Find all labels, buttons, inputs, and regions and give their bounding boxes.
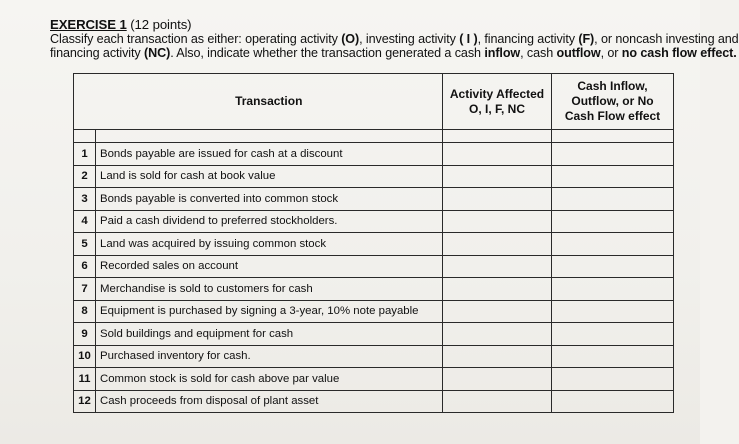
activity-affected-cell[interactable] — [443, 390, 552, 413]
transaction-description: Merchandise is sold to customers for cash — [96, 278, 443, 301]
transaction-description: Recorded sales on account — [96, 255, 443, 278]
activity-affected-cell[interactable] — [443, 300, 552, 323]
table-row — [74, 345, 674, 368]
row-number: 9 — [74, 323, 96, 346]
transaction-description: Paid a cash dividend to preferred stockholders. — [96, 210, 443, 233]
transaction-description: Equipment is purchased by signing a 3-year, 10% note payable — [96, 300, 443, 323]
row-number: 11 — [74, 368, 96, 391]
row-number: 7 — [74, 278, 96, 301]
activity-affected-cell[interactable] — [443, 143, 552, 166]
transaction-description: Cash proceeds from disposal of plant asset — [96, 390, 443, 413]
activity-affected-cell[interactable] — [443, 233, 552, 256]
header-number — [74, 74, 96, 130]
transactions-table — [73, 73, 674, 413]
transaction-description: Bonds payable are issued for cash at a discount — [96, 143, 443, 166]
cash-flow-effect-cell[interactable] — [552, 278, 674, 301]
activity-affected-cell[interactable] — [443, 345, 552, 368]
cash-flow-effect-cell[interactable] — [552, 165, 674, 188]
exercise-header — [50, 17, 739, 60]
table-header-row — [74, 74, 674, 130]
table-row — [74, 233, 674, 256]
transaction-description: Sold buildings and equipment for cash — [96, 323, 443, 346]
exercise-points: (12 points) — [126, 17, 192, 32]
cash-flow-effect-cell[interactable] — [552, 300, 674, 323]
cash-flow-effect-cell[interactable] — [552, 188, 674, 211]
row-number: 2 — [74, 165, 96, 188]
table-row — [74, 300, 674, 323]
cash-flow-effect-cell[interactable] — [552, 210, 674, 233]
transaction-description: Common stock is sold for cash above par value — [96, 368, 443, 391]
row-number: 5 — [74, 233, 96, 256]
table-row — [74, 368, 674, 391]
transaction-description: Land is sold for cash at book value — [96, 165, 443, 188]
activity-affected-cell[interactable] — [443, 278, 552, 301]
cash-flow-effect-cell[interactable] — [552, 255, 674, 278]
instructions-line-1: Classify each transaction as either: operating activity (O), investing activity ( I ), financing activity (F), or noncash investing and — [50, 32, 739, 46]
row-number: 10 — [74, 345, 96, 368]
cash-flow-effect-cell[interactable] — [552, 233, 674, 256]
header-activity-affected: Activity Affected O, I, F, NC — [443, 74, 552, 130]
header-cash-flow: Cash Inflow, Outflow, or No Cash Flow effect — [552, 74, 674, 130]
table-row — [74, 188, 674, 211]
spacer-row — [74, 130, 674, 143]
transaction-description: Purchased inventory for cash. — [96, 345, 443, 368]
row-number: 3 — [74, 188, 96, 211]
cash-flow-effect-cell[interactable] — [552, 345, 674, 368]
activity-affected-cell[interactable] — [443, 323, 552, 346]
activity-affected-cell[interactable] — [443, 165, 552, 188]
table-row — [74, 165, 674, 188]
instructions-line-2: financing activity (NC). Also, indicate whether the transaction generated a cash inflow, cash outflow, or no cash flow effect. — [50, 46, 737, 60]
table-row — [74, 390, 674, 413]
row-number: 6 — [74, 255, 96, 278]
transaction-description: Bonds payable is converted into common stock — [96, 188, 443, 211]
cash-flow-effect-cell[interactable] — [552, 390, 674, 413]
header-transaction: Transaction — [96, 74, 443, 130]
table-row — [74, 323, 674, 346]
exercise-title: EXERCISE 1 — [50, 17, 127, 32]
row-number: 4 — [74, 210, 96, 233]
cash-flow-effect-cell[interactable] — [552, 323, 674, 346]
exercise-title-line — [50, 18, 690, 32]
transaction-description: Land was acquired by issuing common stock — [96, 233, 443, 256]
cash-flow-effect-cell[interactable] — [552, 143, 674, 166]
table-row — [74, 255, 674, 278]
row-number: 12 — [74, 390, 96, 413]
activity-affected-cell[interactable] — [443, 188, 552, 211]
cash-flow-effect-cell[interactable] — [552, 368, 674, 391]
table-row — [74, 210, 674, 233]
activity-affected-cell[interactable] — [443, 255, 552, 278]
row-number: 1 — [74, 143, 96, 166]
activity-affected-cell[interactable] — [443, 210, 552, 233]
activity-affected-cell[interactable] — [443, 368, 552, 391]
table-row — [74, 143, 674, 166]
row-number: 8 — [74, 300, 96, 323]
table-row — [74, 278, 674, 301]
